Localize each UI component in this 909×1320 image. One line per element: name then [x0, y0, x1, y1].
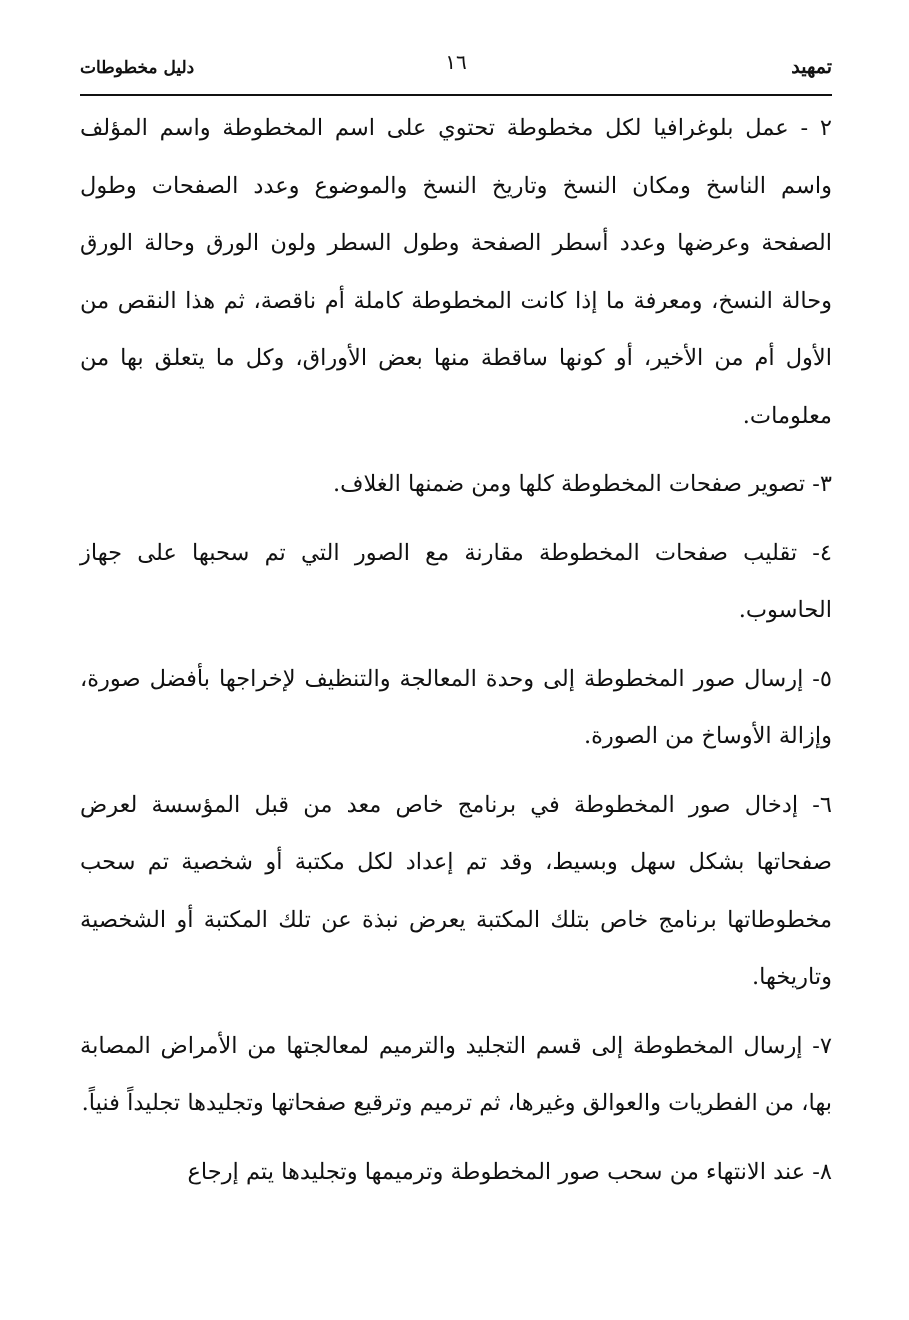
chapter-title: تمهيد [791, 56, 832, 78]
paragraph-item-5: ٥- إرسال صور المخطوطة إلى وحدة المعالجة والتنظيف لإخراجها بأفضل صورة، وإزالة الأوساخ من الصورة. [80, 665, 832, 749]
paragraph-item-6: ٦- إدخال صور المخطوطة في برنامج خاص معد من قبل المؤسسة لعرض صفحاتها بشكل سهل وبسيط، وقد تم إعداد لكل مكتبة أو شخصية تم سحب مخطوطاتها برنامج خاص بتلك المكتبة يعرض نبذة عن تلك المكتبة أو الشخصية وتاريخها. [80, 791, 832, 990]
paragraph-item-2: ٢ - عمل بلوغرافيا لكل مخطوطة تحتوي على اسم المخطوطة واسم المؤلف واسم الناسخ ومكان النسخ وتاريخ النسخ والموضوع وعدد الصفحات وطول الصفحة وعرضها وعدد أسطر الصفحة وطول السطر ولون الورق وحالة الورق وحالة النسخ، ومعرفة ما إذا كانت المخطوطة كاملة أم ناقصة، ثم هذا النقص من الأول أم من الأخير، أو كونها ساقطة منها بعض الأوراق، وكل ما يتعلق بها من معلومات. [80, 115, 832, 429]
book-title: دليل مخطوطات [80, 58, 195, 78]
paragraph-item-3: ٣- تصوير صفحات المخطوطة كلها ومن ضمنها الغلاف. [333, 471, 832, 497]
page-number: ١٦ [445, 50, 467, 74]
body-text [80, 100, 832, 1212]
paragraph-item-8: ٨- عند الانتهاء من سحب صور المخطوطة وترميمها وتجليدها يتم إرجاع [187, 1158, 832, 1185]
paragraph-item-4: ٤- تقليب صفحات المخطوطة مقارنة مع الصور التي تم سحبها على جهاز الحاسوب. [80, 539, 832, 623]
header-divider [80, 94, 832, 96]
paragraph-item-7: ٧- إرسال المخطوطة إلى قسم التجليد والترميم لمعالجتها من الأمراض المصابة بها، من الفطريات والعوالق وغيرها، ثم ترميم وترقيع صفحاتها وتجليدها تجليداً فنياً. [80, 1032, 832, 1116]
running-header [80, 50, 832, 86]
